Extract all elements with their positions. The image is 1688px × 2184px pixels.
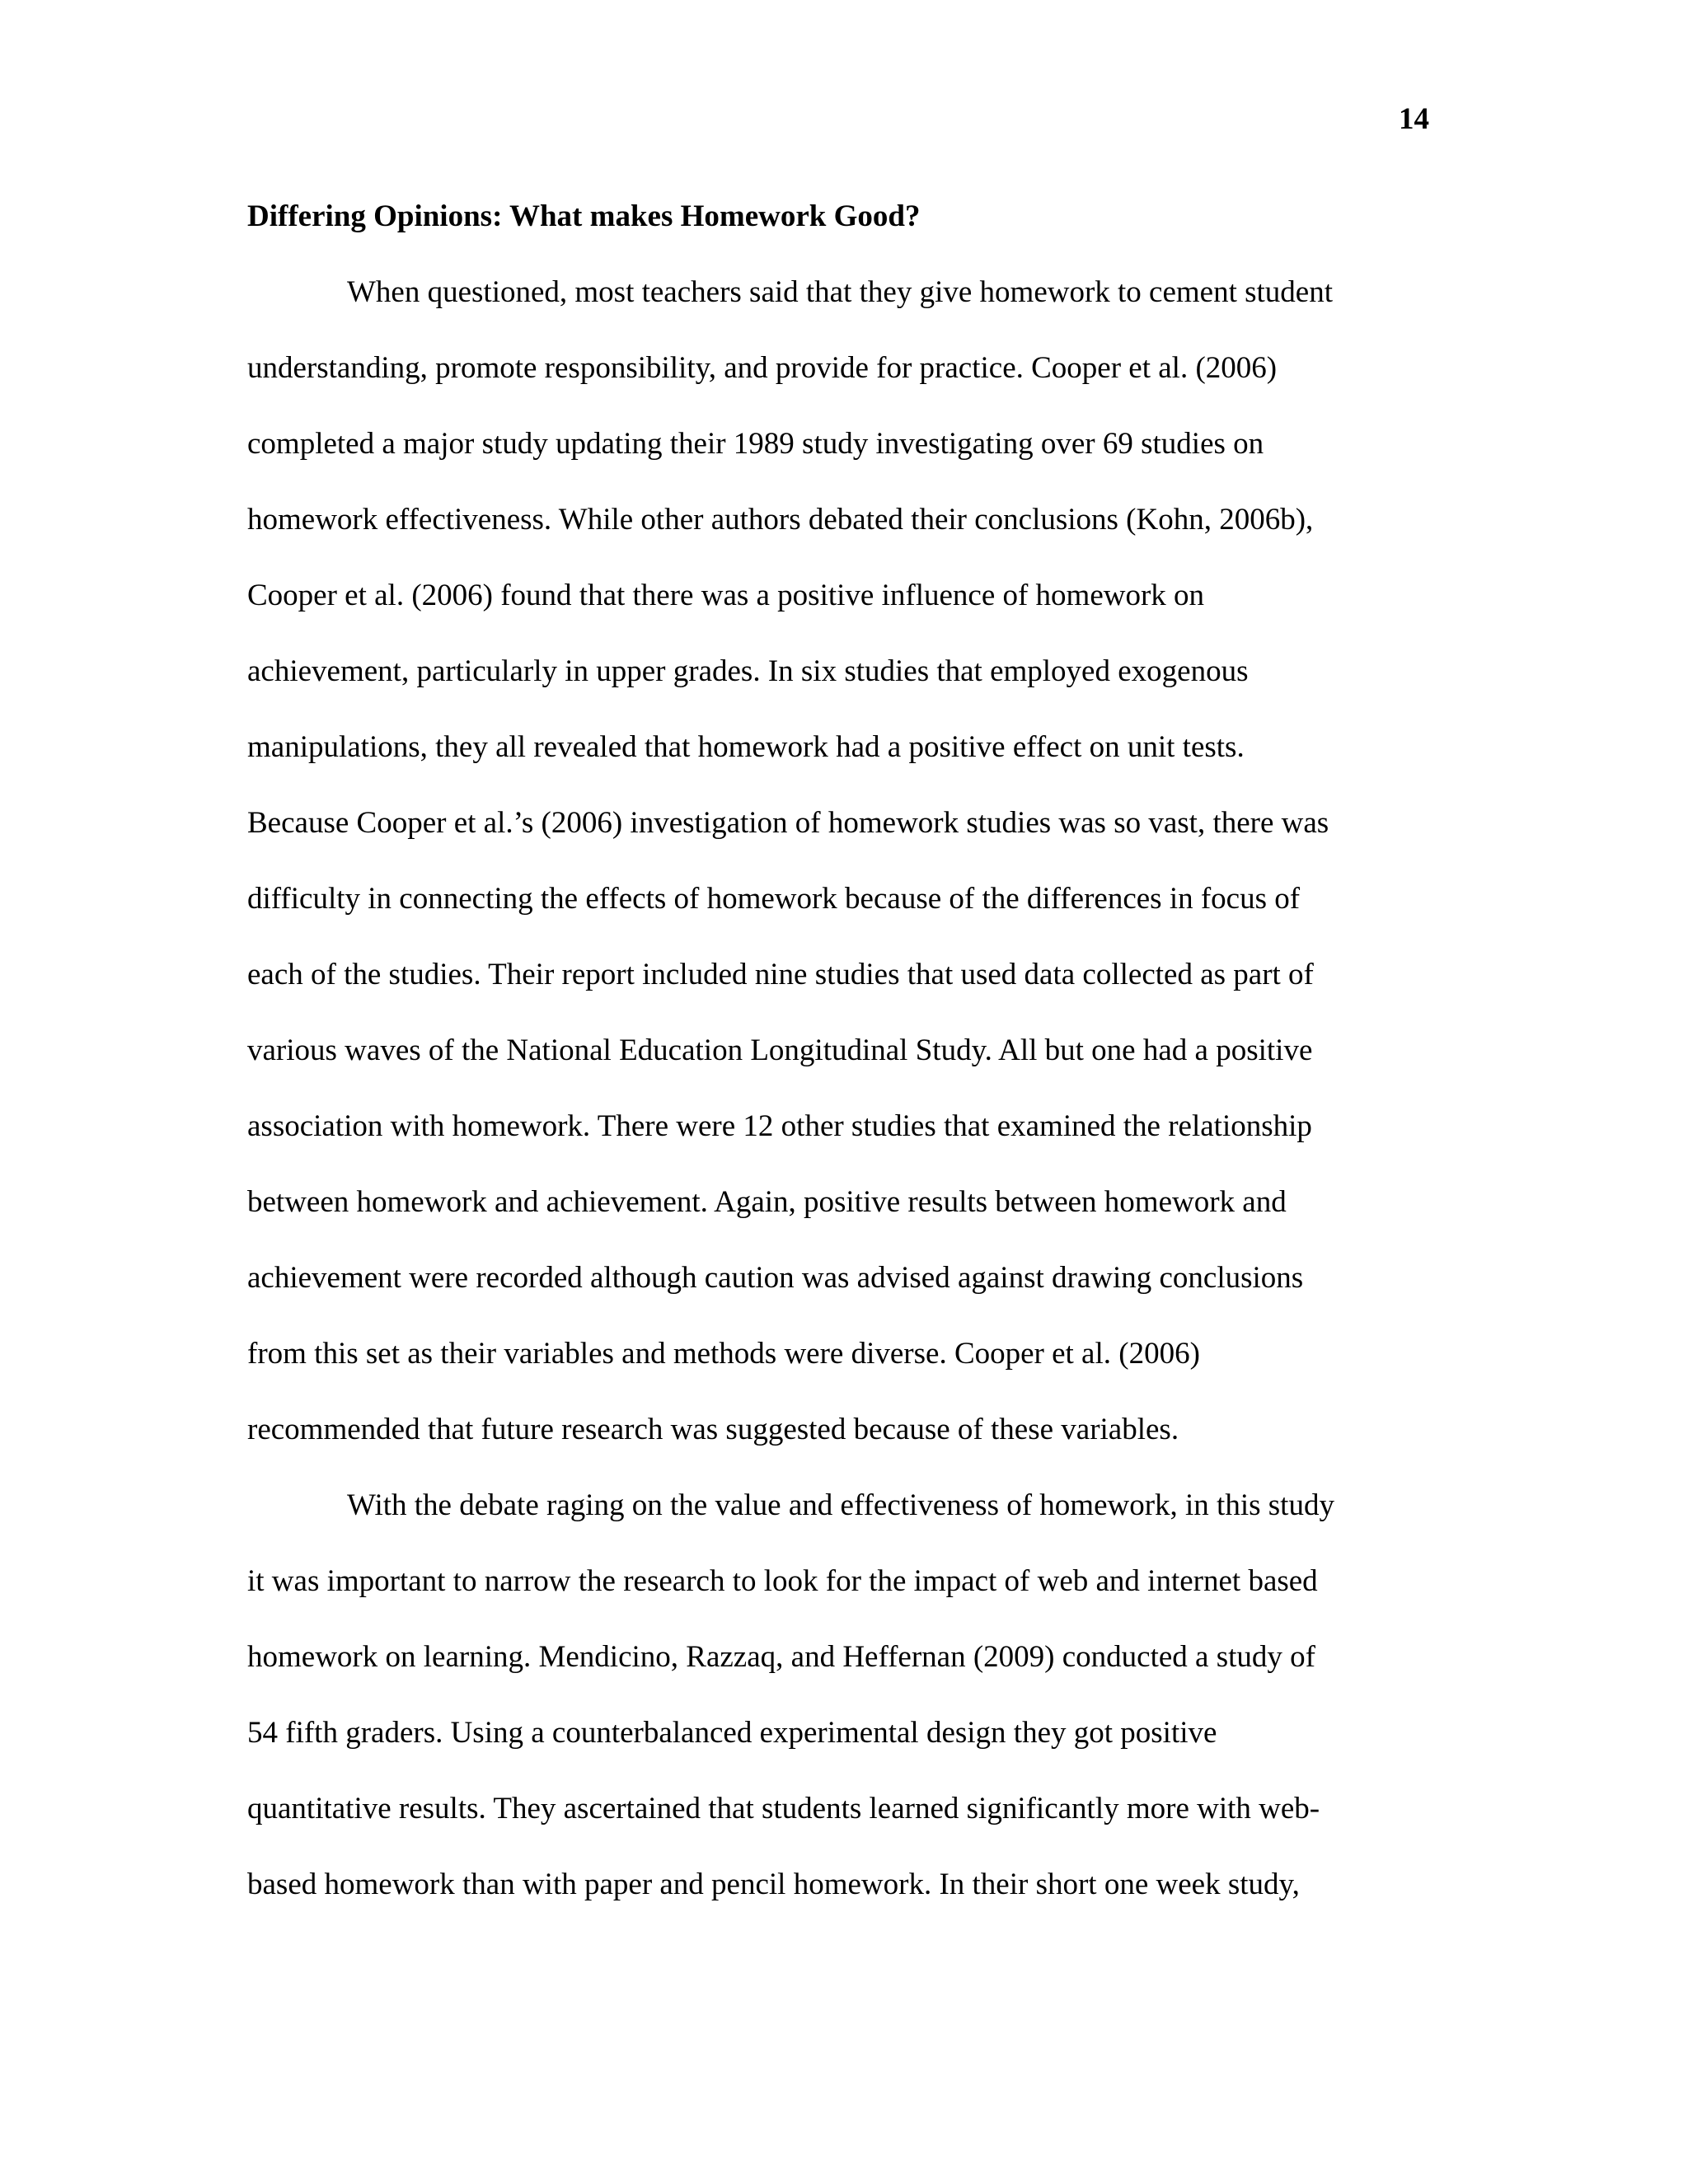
text-line: each of the studies. Their report included nine studies that used data collected as part of: [247, 958, 1314, 991]
body-text: [247, 274, 1436, 1942]
text-line: With the debate raging on the value and effectiveness of homework, in this study: [347, 1488, 1334, 1522]
text-line: understanding, promote responsibility, and provide for practice. Cooper et al. (2006): [247, 351, 1278, 385]
text-line: association with homework. There were 12 other studies that examined the relationship: [247, 1109, 1312, 1143]
text-line: When questioned, most teachers said that they give homework to cement student: [347, 275, 1334, 309]
text-line: Because Cooper et al.’s (2006) investigation of homework studies was so vast, there was: [247, 806, 1329, 840]
text-line: recommended that future research was suggested because of these variables.: [247, 1413, 1179, 1446]
page-number: 14: [1399, 102, 1429, 136]
section-heading: Differing Opinions: What makes Homework Good?: [247, 199, 921, 233]
text-line: homework effectiveness. While other authors debated their conclusions (Kohn, 2006b),: [247, 503, 1314, 537]
text-line: completed a major study updating their 1989 study investigating over 69 studies on: [247, 427, 1264, 461]
text-line: various waves of the National Education Longitudinal Study. All but one had a positive: [247, 1033, 1313, 1067]
text-line: based homework than with paper and pencil homework. In their short one week study,: [247, 1868, 1300, 1901]
page-content: [247, 198, 1436, 1942]
text-line: achievement were recorded although caution was advised against drawing conclusions: [247, 1261, 1304, 1295]
text-line: quantitative results. They ascertained that students learned significantly more with web-: [247, 1792, 1320, 1825]
text-line: difficulty in connecting the effects of homework because of the differences in focus of: [247, 882, 1301, 916]
text-line: homework on learning. Mendicino, Razzaq, and Heffernan (2009) conducted a study of: [247, 1640, 1315, 1674]
text-line: it was important to narrow the research to look for the impact of web and internet based: [247, 1564, 1318, 1598]
text-line: achievement, particularly in upper grades. In six studies that employed exogenous: [247, 654, 1249, 688]
text-line: between homework and achievement. Again, positive results between homework and: [247, 1185, 1287, 1219]
text-line: Cooper et al. (2006) found that there was a positive influence of homework on: [247, 579, 1205, 612]
text-line: 54 fifth graders. Using a counterbalanced experimental design they got positive: [247, 1716, 1217, 1750]
text-line: manipulations, they all revealed that homework had a positive effect on unit tests.: [247, 730, 1245, 764]
text-line: from this set as their variables and methods were diverse. Cooper et al. (2006): [247, 1337, 1200, 1371]
